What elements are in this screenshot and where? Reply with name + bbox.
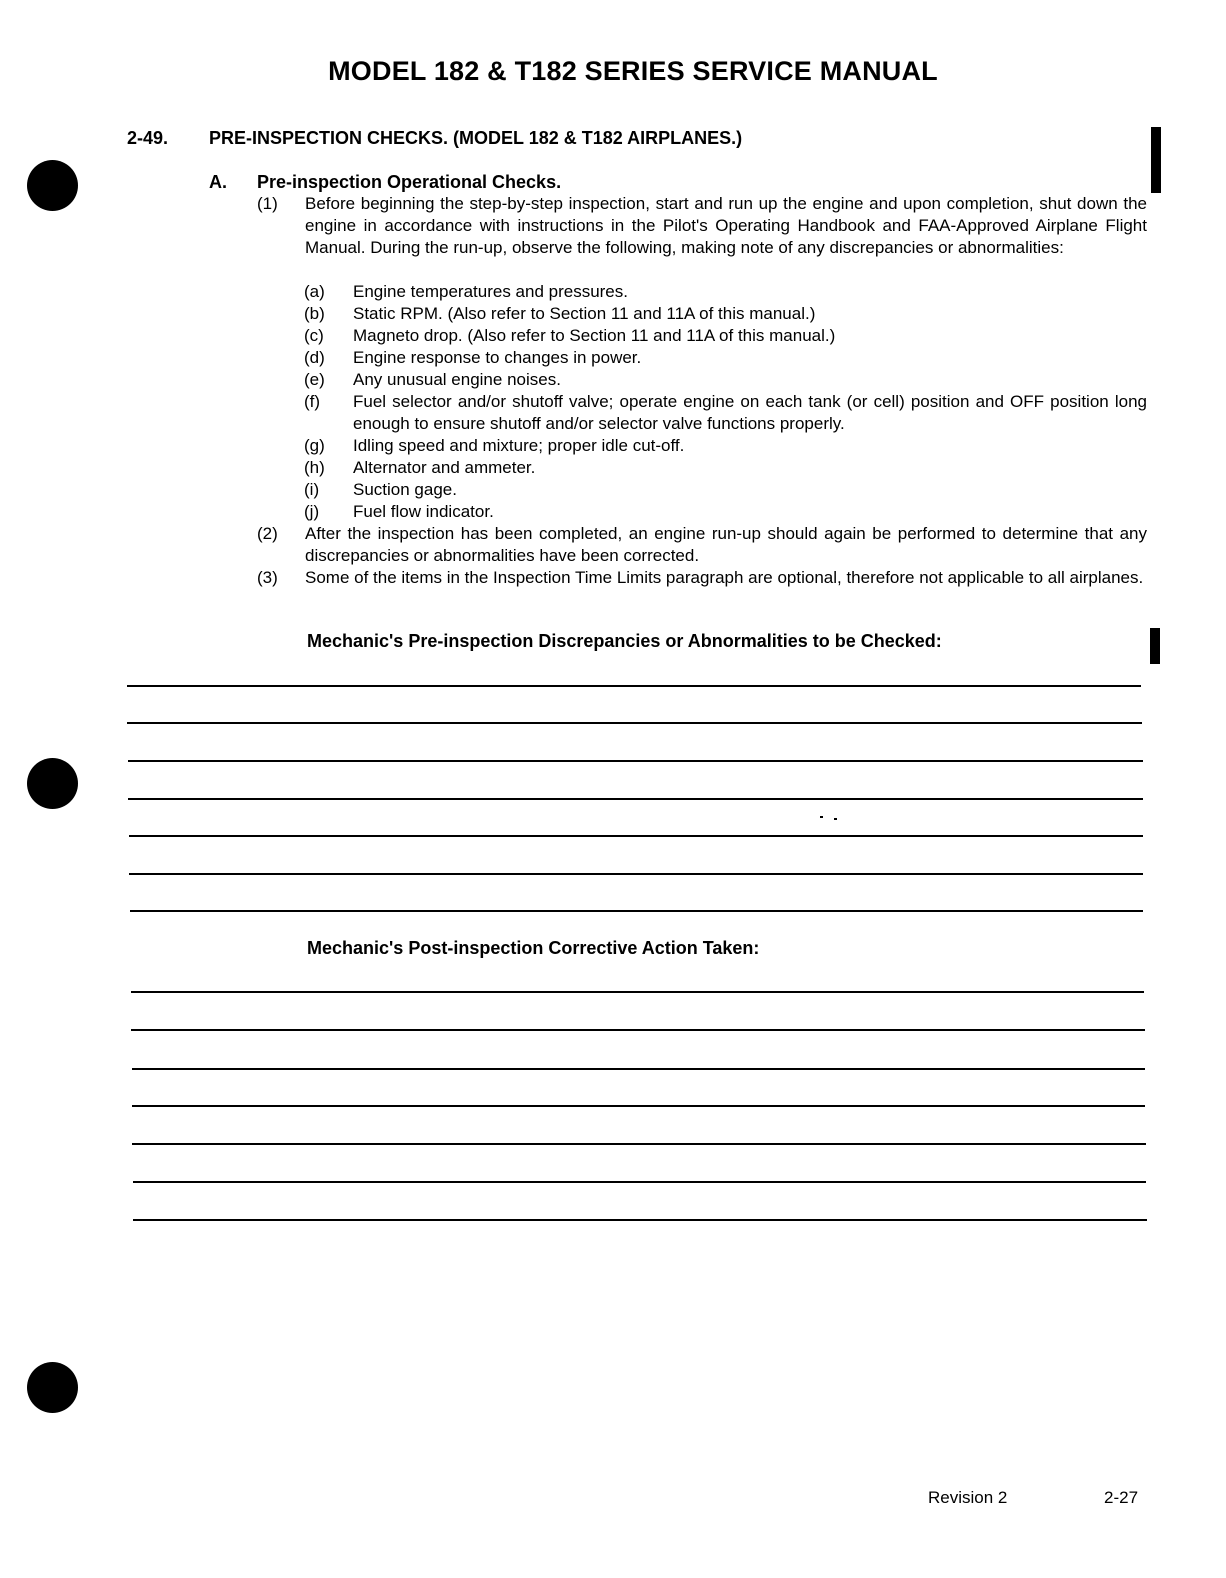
- pre-inspection-heading: Mechanic's Pre-inspection Discrepancies or Abnormalities to be Checked:: [307, 631, 942, 651]
- step-text: Some of the items in the Inspection Time Limits paragraph are optional, therefore not applicable to all airplanes.: [305, 568, 1144, 587]
- scan-speck: [820, 816, 823, 818]
- post-inspection-write-line: [132, 1068, 1145, 1070]
- pre-inspection-write-line: [129, 835, 1143, 837]
- footer-page-number: 2-27: [1104, 1488, 1139, 1507]
- post-inspection-write-line: [133, 1219, 1147, 1221]
- check-item-text: Fuel flow indicator.: [353, 502, 494, 521]
- post-inspection-write-line: [131, 1029, 1145, 1031]
- page-title: MODEL 182 & T182 SERIES SERVICE MANUAL: [328, 56, 938, 86]
- post-inspection-heading: Mechanic's Post-inspection Corrective Action Taken:: [307, 938, 760, 958]
- pre-inspection-write-line: [128, 798, 1143, 800]
- check-item-number: (a): [304, 282, 325, 301]
- check-item-number: (g): [304, 436, 325, 455]
- check-item-text: Alternator and ammeter.: [353, 458, 536, 477]
- section-number: 2-49.: [127, 128, 169, 148]
- binder-hole-bottom: [27, 1362, 78, 1413]
- revision-bar-middle: [1150, 628, 1160, 664]
- check-item-number: (c): [304, 326, 324, 345]
- step-number: (3): [257, 568, 278, 587]
- check-item-text: Engine response to changes in power.: [353, 348, 642, 367]
- pre-inspection-write-line: [127, 722, 1142, 724]
- check-item-number: (f): [304, 392, 321, 411]
- footer-revision: Revision 2: [928, 1488, 1008, 1507]
- post-inspection-write-line: [132, 1143, 1146, 1145]
- post-inspection-write-line: [133, 1181, 1146, 1183]
- subsection-letter: A.: [209, 172, 227, 192]
- check-item-number: (h): [304, 458, 325, 477]
- pre-inspection-write-line: [129, 873, 1143, 875]
- pre-inspection-write-line: [127, 685, 1141, 687]
- check-item-number: (d): [304, 348, 325, 367]
- check-item-number: (e): [304, 370, 325, 389]
- pre-inspection-write-line: [128, 760, 1143, 762]
- step-number: (2): [257, 524, 278, 543]
- post-inspection-write-line: [132, 1105, 1145, 1107]
- check-item-number: (j): [304, 502, 320, 521]
- check-item-text: Idling speed and mixture; proper idle cut-off.: [353, 436, 685, 455]
- check-item-number: (i): [304, 480, 320, 499]
- binder-hole-middle: [27, 758, 78, 809]
- check-item-text: Suction gage.: [353, 480, 457, 499]
- step-text: Before beginning the step-by-step inspection, start and run up the engine and upon completion, shut down the engine in accordance with instructions in the Pilot's Operating Handbook and FAA-Approved Airplane Flight Manual. During the run-up, observe the following, making note of any discrepancies or abnormalities:: [305, 194, 1147, 257]
- section-title: PRE-INSPECTION CHECKS. (MODEL 182 & T182 AIRPLANES.): [209, 128, 743, 148]
- binder-hole-top: [27, 160, 78, 211]
- check-item-text: Magneto drop. (Also refer to Section 11 and 11A of this manual.): [353, 326, 836, 345]
- subsection-title: Pre-inspection Operational Checks.: [257, 172, 562, 192]
- scan-speck: [834, 818, 837, 820]
- check-item-text: Engine temperatures and pressures.: [353, 282, 628, 301]
- check-item-number: (b): [304, 304, 325, 323]
- revision-bar-top: [1151, 127, 1161, 193]
- pre-inspection-write-line: [130, 910, 1143, 912]
- step-number: (1): [257, 194, 278, 213]
- step-text: After the inspection has been completed, an engine run-up should again be performed to determine that any discrepancies or abnormalities have been corrected.: [305, 524, 1147, 565]
- check-item-text: Fuel selector and/or shutoff valve; operate engine on each tank (or cell) position and OFF position long enough to ensure shutoff and/or selector valve functions properly.: [353, 392, 1147, 433]
- post-inspection-write-line: [131, 991, 1144, 993]
- check-item-text: Static RPM. (Also refer to Section 11 and 11A of this manual.): [353, 304, 816, 323]
- check-item-text: Any unusual engine noises.: [353, 370, 561, 389]
